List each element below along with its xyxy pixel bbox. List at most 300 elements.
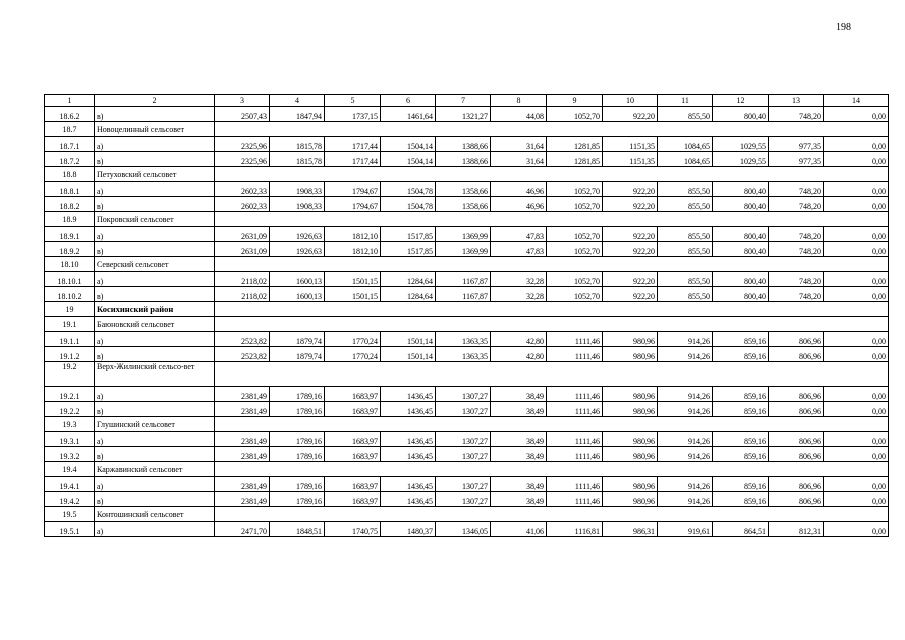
section-row [45,507,889,522]
value-cell: 980,96 [603,387,658,402]
value-cell: 748,20 [769,242,824,257]
value-cell: 980,96 [603,477,658,492]
section-name: Северский сельсовет [95,257,215,272]
value-cell: 47,83 [491,242,547,257]
column-header: 14 [824,95,889,107]
value-cell: 1307,27 [436,492,491,507]
row-label: а) [95,272,215,287]
value-cell: 1321,27 [436,107,491,122]
row-code: 19.3.1 [45,432,95,447]
value-cell: 1111,46 [547,402,603,417]
value-cell: 812,31 [769,522,824,537]
section-name: Новоцелинный сельсовет [95,122,215,137]
value-cell: 1683,97 [325,402,381,417]
column-header: 4 [270,95,325,107]
row-label: а) [95,227,215,242]
value-cell: 32,28 [491,272,547,287]
empty-span [215,507,889,522]
value-cell: 1740,75 [325,522,381,537]
value-cell: 806,96 [769,402,824,417]
value-cell: 1388,66 [436,152,491,167]
row-code: 18.10.2 [45,287,95,302]
value-cell: 0,00 [824,477,889,492]
value-cell: 1436,45 [381,492,436,507]
value-cell: 1501,14 [381,347,436,362]
row-label: а) [95,182,215,197]
value-cell: 42,80 [491,347,547,362]
section-code: 19.4 [45,462,95,477]
empty-span [215,302,889,317]
value-cell: 1683,97 [325,477,381,492]
value-cell: 1052,70 [547,242,603,257]
empty-span [215,417,889,432]
row-label: в) [95,242,215,257]
row-code: 19.4.1 [45,477,95,492]
value-cell: 1501,15 [325,272,381,287]
value-cell: 1116,81 [547,522,603,537]
row-label: а) [95,387,215,402]
table-row [45,432,889,447]
value-cell: 0,00 [824,387,889,402]
value-cell: 2381,49 [215,432,270,447]
section-row [45,122,889,137]
value-cell: 1926,63 [270,227,325,242]
value-cell: 0,00 [824,402,889,417]
table-row [45,107,889,122]
value-cell: 922,20 [603,242,658,257]
value-cell: 922,20 [603,227,658,242]
section-name: Петуховский сельсовет [95,167,215,182]
value-cell: 1501,14 [381,332,436,347]
section-code: 18.9 [45,212,95,227]
value-cell: 914,26 [658,477,713,492]
value-cell: 1358,66 [436,182,491,197]
value-cell: 42,80 [491,332,547,347]
value-cell: 922,20 [603,287,658,302]
page-number: 198 [836,22,851,33]
value-cell: 2602,33 [215,182,270,197]
value-cell: 2381,49 [215,387,270,402]
value-cell: 0,00 [824,287,889,302]
value-cell: 1052,70 [547,227,603,242]
section-name: Каржавинский сельсовет [95,462,215,477]
value-cell: 1812,10 [325,227,381,242]
value-cell: 980,96 [603,347,658,362]
section-name: Покровский сельсовет [95,212,215,227]
table-body [45,95,889,537]
value-cell: 1908,33 [270,182,325,197]
value-cell: 1812,10 [325,242,381,257]
value-cell: 855,50 [658,182,713,197]
value-cell: 2118,02 [215,287,270,302]
section-code: 19.5 [45,507,95,522]
value-cell: 0,00 [824,332,889,347]
value-cell: 1926,63 [270,242,325,257]
value-cell: 0,00 [824,447,889,462]
value-cell: 1084,65 [658,137,713,152]
value-cell: 922,20 [603,197,658,212]
value-cell: 1111,46 [547,447,603,462]
row-code: 19.4.2 [45,492,95,507]
value-cell: 919,61 [658,522,713,537]
value-cell: 46,96 [491,182,547,197]
value-cell: 855,50 [658,227,713,242]
section-name: Баюновский сельсовет [95,317,215,332]
value-cell: 800,40 [713,272,769,287]
value-cell: 1151,35 [603,152,658,167]
value-cell: 1052,70 [547,107,603,122]
value-cell: 1517,85 [381,227,436,242]
value-cell: 1504,78 [381,197,436,212]
value-cell: 1848,51 [270,522,325,537]
value-cell: 0,00 [824,227,889,242]
value-cell: 31,64 [491,152,547,167]
value-cell: 1737,15 [325,107,381,122]
value-cell: 980,96 [603,402,658,417]
row-code: 18.8.2 [45,197,95,212]
value-cell: 2118,02 [215,272,270,287]
value-cell: 38,49 [491,477,547,492]
section-row [45,212,889,227]
value-cell: 1717,44 [325,152,381,167]
section-code: 19.2 [45,362,95,387]
column-header: 3 [215,95,270,107]
value-cell: 1284,64 [381,287,436,302]
row-code: 18.8.1 [45,182,95,197]
value-cell: 1770,24 [325,332,381,347]
value-cell: 1847,94 [270,107,325,122]
column-header: 5 [325,95,381,107]
column-header: 13 [769,95,824,107]
value-cell: 44,08 [491,107,547,122]
row-code: 19.1.1 [45,332,95,347]
value-cell: 1683,97 [325,387,381,402]
value-cell: 980,96 [603,447,658,462]
value-cell: 38,49 [491,492,547,507]
value-cell: 1167,87 [436,272,491,287]
value-cell: 914,26 [658,447,713,462]
value-cell: 1683,97 [325,447,381,462]
value-cell: 2602,33 [215,197,270,212]
value-cell: 1388,66 [436,137,491,152]
table-row [45,152,889,167]
value-cell: 1111,46 [547,387,603,402]
value-cell: 1789,16 [270,402,325,417]
value-cell: 855,50 [658,197,713,212]
row-code: 18.7.2 [45,152,95,167]
empty-span [215,362,889,387]
value-cell: 0,00 [824,432,889,447]
value-cell: 1369,99 [436,227,491,242]
value-cell: 38,49 [491,447,547,462]
value-cell: 1151,35 [603,137,658,152]
row-label: в) [95,197,215,212]
value-cell: 1111,46 [547,347,603,362]
value-cell: 859,16 [713,447,769,462]
value-cell: 1683,97 [325,492,381,507]
value-cell: 748,20 [769,107,824,122]
table-row [45,477,889,492]
value-cell: 806,96 [769,347,824,362]
value-cell: 914,26 [658,387,713,402]
value-cell: 914,26 [658,432,713,447]
empty-span [215,257,889,272]
value-cell: 0,00 [824,272,889,287]
value-cell: 914,26 [658,332,713,347]
value-cell: 46,96 [491,197,547,212]
row-code: 19.3.2 [45,447,95,462]
value-cell: 859,16 [713,492,769,507]
value-cell: 38,49 [491,387,547,402]
value-cell: 980,96 [603,432,658,447]
value-cell: 0,00 [824,242,889,257]
value-cell: 1029,55 [713,137,769,152]
value-cell: 914,26 [658,402,713,417]
value-cell: 0,00 [824,182,889,197]
row-label: в) [95,152,215,167]
value-cell: 800,40 [713,107,769,122]
value-cell: 2381,49 [215,402,270,417]
table-row [45,242,889,257]
section-row [45,317,889,332]
value-cell: 748,20 [769,182,824,197]
value-cell: 977,35 [769,152,824,167]
value-cell: 806,96 [769,432,824,447]
value-cell: 1111,46 [547,332,603,347]
value-cell: 986,31 [603,522,658,537]
value-cell: 2381,49 [215,477,270,492]
table-row [45,447,889,462]
value-cell: 922,20 [603,182,658,197]
section-code: 19 [45,302,95,317]
row-label: а) [95,137,215,152]
value-cell: 2631,09 [215,242,270,257]
section-row [45,462,889,477]
value-cell: 1504,78 [381,182,436,197]
row-code: 19.5.1 [45,522,95,537]
value-cell: 2325,96 [215,152,270,167]
value-cell: 1084,65 [658,152,713,167]
value-cell: 806,96 [769,332,824,347]
value-cell: 1307,27 [436,402,491,417]
table-row [45,522,889,537]
value-cell: 1908,33 [270,197,325,212]
value-cell: 2325,96 [215,137,270,152]
value-cell: 800,40 [713,182,769,197]
empty-span [215,462,889,477]
value-cell: 1052,70 [547,287,603,302]
value-cell: 41,06 [491,522,547,537]
table-row [45,227,889,242]
value-cell: 0,00 [824,492,889,507]
table-row [45,137,889,152]
value-cell: 38,49 [491,402,547,417]
value-cell: 32,28 [491,287,547,302]
column-header: 8 [491,95,547,107]
section-code: 18.10 [45,257,95,272]
value-cell: 748,20 [769,227,824,242]
value-cell: 806,96 [769,447,824,462]
value-cell: 1436,45 [381,387,436,402]
table-row [45,182,889,197]
value-cell: 1815,78 [270,137,325,152]
value-cell: 1879,74 [270,332,325,347]
value-cell: 1167,87 [436,287,491,302]
table-row [45,332,889,347]
row-code: 19.1.2 [45,347,95,362]
empty-span [215,317,889,332]
table-row [45,287,889,302]
value-cell: 1307,27 [436,387,491,402]
value-cell: 1281,85 [547,152,603,167]
column-header: 1 [45,95,95,107]
value-cell: 2523,82 [215,347,270,362]
value-cell: 1436,45 [381,447,436,462]
section-name: Глушинский сельсовет [95,417,215,432]
value-cell: 1029,55 [713,152,769,167]
value-cell: 0,00 [824,152,889,167]
value-cell: 922,20 [603,107,658,122]
value-cell: 1600,13 [270,287,325,302]
value-cell: 1307,27 [436,447,491,462]
value-cell: 38,49 [491,432,547,447]
table-row [45,492,889,507]
district-row [45,302,889,317]
value-cell: 1517,85 [381,242,436,257]
value-cell: 1504,14 [381,152,436,167]
value-cell: 977,35 [769,137,824,152]
value-cell: 1346,05 [436,522,491,537]
table-row [45,197,889,212]
value-cell: 0,00 [824,347,889,362]
value-cell: 1436,45 [381,477,436,492]
value-cell: 1789,16 [270,492,325,507]
value-cell: 2507,43 [215,107,270,122]
value-cell: 1436,45 [381,402,436,417]
value-cell: 800,40 [713,242,769,257]
section-row [45,167,889,182]
row-label: в) [95,287,215,302]
value-cell: 1436,45 [381,432,436,447]
row-label: а) [95,477,215,492]
column-header: 2 [95,95,215,107]
value-cell: 1052,70 [547,182,603,197]
value-cell: 2381,49 [215,447,270,462]
row-code: 18.10.1 [45,272,95,287]
value-cell: 806,96 [769,387,824,402]
value-cell: 855,50 [658,107,713,122]
section-row [45,417,889,432]
section-name: Контошинский сельсовет [95,507,215,522]
value-cell: 859,16 [713,477,769,492]
section-name: Верх-Жилинский сельсо-вет [95,362,215,387]
column-header: 10 [603,95,658,107]
value-cell: 859,16 [713,432,769,447]
row-code: 18.6.2 [45,107,95,122]
column-header: 9 [547,95,603,107]
value-cell: 2471,70 [215,522,270,537]
value-cell: 1363,35 [436,332,491,347]
section-name: Косихинский район [95,302,215,317]
row-code: 18.9.1 [45,227,95,242]
value-cell: 1358,66 [436,197,491,212]
value-cell: 1504,14 [381,137,436,152]
value-cell: 1307,27 [436,477,491,492]
section-row [45,362,889,387]
value-cell: 1879,74 [270,347,325,362]
row-label: а) [95,522,215,537]
value-cell: 980,96 [603,492,658,507]
column-header: 6 [381,95,436,107]
value-cell: 1717,44 [325,137,381,152]
table-row [45,347,889,362]
value-cell: 1770,24 [325,347,381,362]
value-cell: 1052,70 [547,197,603,212]
row-code: 18.9.2 [45,242,95,257]
value-cell: 922,20 [603,272,658,287]
value-cell: 1461,64 [381,107,436,122]
value-cell: 748,20 [769,287,824,302]
value-cell: 1501,15 [325,287,381,302]
value-cell: 0,00 [824,522,889,537]
value-cell: 1369,99 [436,242,491,257]
value-cell: 47,83 [491,227,547,242]
value-cell: 800,40 [713,287,769,302]
value-cell: 806,96 [769,492,824,507]
section-code: 19.3 [45,417,95,432]
value-cell: 1789,16 [270,447,325,462]
value-cell: 859,16 [713,387,769,402]
table-row [45,272,889,287]
value-cell: 748,20 [769,197,824,212]
row-label: в) [95,402,215,417]
section-code: 19.1 [45,317,95,332]
column-header: 11 [658,95,713,107]
value-cell: 1111,46 [547,477,603,492]
value-cell: 855,50 [658,242,713,257]
value-cell: 1815,78 [270,152,325,167]
value-cell: 859,16 [713,402,769,417]
value-cell: 1111,46 [547,492,603,507]
value-cell: 1284,64 [381,272,436,287]
value-cell: 1363,35 [436,347,491,362]
value-cell: 0,00 [824,107,889,122]
row-label: в) [95,347,215,362]
empty-span [215,167,889,182]
value-cell: 980,96 [603,332,658,347]
rates-table [44,94,889,537]
value-cell: 1307,27 [436,432,491,447]
value-cell: 748,20 [769,272,824,287]
value-cell: 1111,46 [547,432,603,447]
value-cell: 1480,37 [381,522,436,537]
value-cell: 2523,82 [215,332,270,347]
value-cell: 1794,67 [325,197,381,212]
row-label: а) [95,432,215,447]
section-code: 18.8 [45,167,95,182]
value-cell: 31,64 [491,137,547,152]
value-cell: 855,50 [658,272,713,287]
value-cell: 914,26 [658,347,713,362]
table-row [45,402,889,417]
row-label: в) [95,447,215,462]
value-cell: 1600,13 [270,272,325,287]
value-cell: 1789,16 [270,477,325,492]
table-row [45,387,889,402]
section-row [45,257,889,272]
row-code: 19.2.1 [45,387,95,402]
row-code: 19.2.2 [45,402,95,417]
